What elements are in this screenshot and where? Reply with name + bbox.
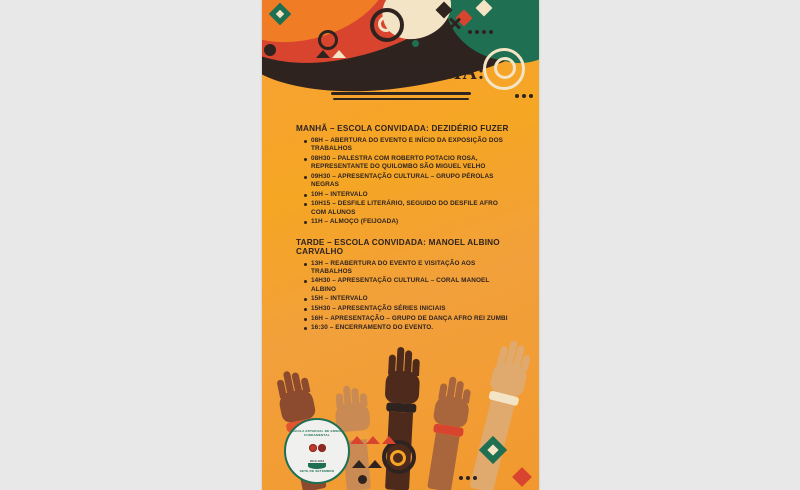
list-item: 16H – APRESENTAÇÃO – GRUPO DE DANÇA AFRO REI ZUMBI bbox=[304, 315, 511, 323]
rose-icon bbox=[318, 444, 326, 452]
circle-dot-icon bbox=[264, 44, 276, 56]
list-item: 08H – ABERTURA DO EVENTO E INÍCIO DA EXPOSIÇÃO DOS TRABALHOS bbox=[304, 137, 511, 153]
list-item: 10H15 – DESFILE LITERÁRIO, SEGUIDO DO DESFILE AFRO COM ALUNOS bbox=[304, 200, 511, 216]
list-item: 15H30 – APRESENTAÇÃO SÉRIES INICIAIS bbox=[304, 305, 511, 313]
list-item: 08H30 – PALESTRA COM ROBERTO POTACIO ROSA, REPRESENTANTE DO QUILOMBO SÃO MIGUEL VELHO bbox=[304, 155, 511, 171]
zigzag-strip bbox=[300, 50, 346, 58]
spiral-inner-icon bbox=[390, 450, 406, 466]
rose-icon bbox=[309, 444, 317, 452]
spiral-small-icon bbox=[318, 30, 338, 50]
circle-dot-icon bbox=[358, 475, 367, 484]
logo-emblem bbox=[302, 437, 332, 459]
logo-ring-text-top: ESCOLA ESTADUAL DE ENSINO FUNDAMENTAL bbox=[290, 429, 344, 437]
logo-ring-text-bottom: SETE DE SETEMBRO bbox=[299, 469, 335, 473]
circle-dot-icon bbox=[412, 40, 419, 47]
circle-dot-icon bbox=[354, 44, 362, 52]
title-underline-thin bbox=[333, 98, 469, 100]
spiral-inner-icon bbox=[378, 16, 394, 32]
list-item: 16:30 – ENCERRAMENTO DO EVENTO. bbox=[304, 324, 511, 332]
schedule-section-morning bbox=[296, 124, 511, 227]
dot-row-icon bbox=[459, 476, 477, 480]
diamond-motif-icon bbox=[512, 467, 532, 487]
logo-year: 2010-1912 bbox=[309, 459, 325, 463]
zigzag-strip bbox=[350, 436, 396, 444]
list-item: 14H30 – APRESENTAÇÃO CULTURAL – CORAL MANOEL ALBINO bbox=[304, 277, 511, 293]
morning-items bbox=[296, 137, 511, 227]
list-item: 13H – REABERTURA DO EVENTO E VISITAÇÃO AOS TRABALHOS bbox=[304, 260, 511, 276]
school-logo bbox=[284, 418, 350, 484]
hand-fingers bbox=[496, 331, 536, 368]
hand-fingers bbox=[386, 340, 422, 372]
list-item: 10H – INTERVALO bbox=[304, 191, 511, 199]
title-underline-thick bbox=[331, 92, 471, 95]
page-title: CRONOGRAMA: bbox=[315, 62, 486, 84]
list-item: 09H30 – APRESENTAÇÃO CULTURAL – GRUPO PÉROLAS NEGRAS bbox=[304, 173, 511, 189]
title-block bbox=[262, 62, 539, 100]
list-item: 11H – ALMOÇO (FEIJOADA) bbox=[304, 218, 511, 226]
section-heading: MANHÃ – ESCOLA CONVIDADA: DEZIDÉRIO FUZER bbox=[296, 124, 509, 133]
section-heading: TARDE – ESCOLA CONVIDADA: MANOEL ALBINO CARVALHO bbox=[296, 237, 500, 256]
list-item: 15H – INTERVALO bbox=[304, 295, 511, 303]
poster-flyer bbox=[262, 0, 539, 490]
dot-row-icon bbox=[468, 30, 493, 34]
top-decorative-band bbox=[262, 0, 539, 120]
zigzag-strip bbox=[352, 460, 382, 468]
